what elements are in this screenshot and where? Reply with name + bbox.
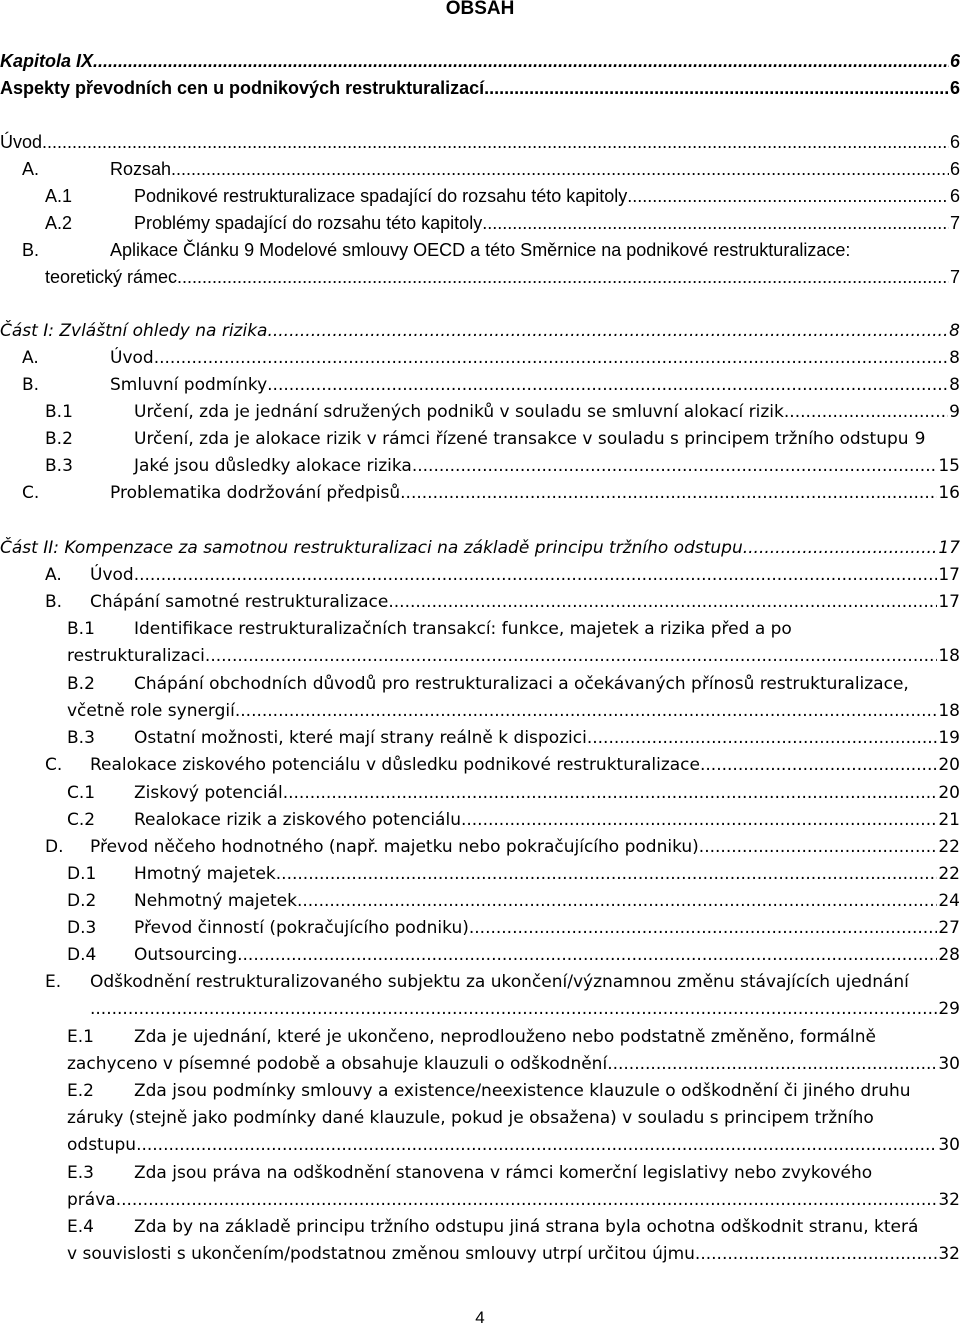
toc-entry-text: včetně role synergií — [67, 701, 235, 721]
dot-leader — [699, 834, 938, 861]
dot-leader — [297, 888, 937, 915]
toc-entry[interactable] — [0, 210, 960, 237]
dot-leader — [283, 780, 938, 807]
toc-entry-number: B.1 — [45, 402, 73, 422]
toc-entry[interactable] — [0, 480, 960, 507]
toc-entry[interactable] — [0, 1160, 960, 1187]
toc-entry-text: Chápání samotné restrukturalizace — [90, 592, 389, 612]
toc-entry-text: Úvod — [90, 565, 134, 585]
toc-entry-page: 32 — [938, 1190, 960, 1210]
toc-entry[interactable] — [0, 643, 960, 670]
dot-leader — [237, 942, 937, 969]
dot-leader — [116, 1187, 938, 1214]
toc-entry-number: C.1 — [67, 783, 96, 803]
toc-entry-text: Aspekty převodních cen u podnikových restrukturalizací — [0, 78, 485, 98]
toc-entry[interactable] — [0, 535, 960, 562]
toc-entry-number: E. — [45, 972, 62, 992]
toc-entry-text: práva — [67, 1190, 116, 1210]
toc-entry-page: 8 — [949, 321, 960, 341]
toc-entry-number: B.3 — [67, 728, 95, 748]
toc-entry-number: E.2 — [67, 1081, 94, 1101]
toc-entry[interactable] — [0, 345, 960, 372]
toc-entry-text: zachyceno v písemné podobě a obsahuje klauzuli o odškodnění — [67, 1054, 608, 1074]
dot-leader — [412, 453, 938, 480]
toc-entry-text: Problémy spadající do rozsahu této kapitoly — [134, 213, 483, 233]
toc-entry-text: Zda by na základě principu tržního odstupu jiná strana byla ochotna odškodnit stranu, která — [134, 1217, 919, 1237]
toc-entry-text: Chápání obchodních důvodů pro restrukturalizaci a očekávaných přínosů restrukturalizace, — [134, 674, 909, 694]
toc-entry[interactable] — [0, 752, 960, 779]
toc-title: OBSAH — [445, 0, 515, 19]
dot-leader — [469, 915, 938, 942]
toc-entry-text: Hmotný majetek — [134, 864, 276, 884]
toc-entry-number: C. — [45, 755, 63, 775]
dot-leader — [276, 861, 938, 888]
toc-entry[interactable] — [0, 616, 960, 643]
dot-leader — [134, 562, 938, 589]
toc-entry-number: B. — [22, 375, 40, 395]
toc-entry-number: D.4 — [67, 945, 97, 965]
toc-entry[interactable] — [0, 453, 960, 480]
toc-entry[interactable] — [0, 671, 960, 698]
toc-entry-text: odstupu — [67, 1135, 137, 1155]
toc-entry-number: E.1 — [67, 1027, 94, 1047]
toc-entry-page: 9 — [949, 402, 960, 422]
toc-entry-number: A.1 — [45, 186, 73, 206]
toc-entry-page: 24 — [938, 891, 960, 911]
toc-entry-page: 20 — [938, 755, 960, 775]
toc-entry[interactable] — [0, 888, 960, 915]
toc-entry[interactable] — [0, 915, 960, 942]
toc-entry-page: 22 — [938, 837, 960, 857]
toc-entry[interactable] — [0, 1132, 960, 1159]
dot-leader — [93, 48, 949, 75]
toc-entry-text: Nehmotný majetek — [134, 891, 297, 911]
dot-leader — [90, 996, 937, 1023]
toc-entry-text: Převod něčeho hodnotného (např. majetku nebo pokračujícího podniku) — [90, 837, 699, 857]
dot-leader — [743, 535, 938, 562]
toc-entry-number: D.3 — [67, 918, 97, 938]
toc-entry[interactable] — [0, 780, 960, 807]
toc-entry-text: Problematika dodržování předpisů — [110, 483, 401, 503]
dot-leader — [700, 752, 937, 779]
toc-entry-number: B.3 — [45, 456, 73, 476]
dot-leader — [267, 372, 948, 399]
toc-entry-page: 6 — [949, 78, 960, 98]
toc-entry-text: záruky (stejně jako podmínky dané klauzule, pokud je obsažena) v souladu s principem tržního — [67, 1108, 874, 1128]
toc-entry[interactable] — [0, 264, 960, 291]
dot-leader — [154, 345, 948, 372]
toc-entry-text: Odškodnění restrukturalizovaného subjektu za ukončení/významnou změnu stávajících ujednání — [90, 972, 909, 992]
toc-entry-page: 30 — [938, 1054, 960, 1074]
toc-entry[interactable] — [0, 562, 960, 589]
toc-entry-number: B.2 — [67, 674, 95, 694]
toc-entry[interactable] — [0, 1241, 960, 1268]
toc-entry-text: Realokace rizik a ziskového potenciálu — [134, 810, 461, 830]
toc-entry-number: D.1 — [67, 864, 97, 884]
toc-entry-page: 15 — [938, 456, 960, 476]
toc-entry-text: Ostatní možnosti, které mají strany reálně k dispozici — [134, 728, 587, 748]
toc-entry-number: A.2 — [45, 213, 73, 233]
toc-entry[interactable] — [0, 1051, 960, 1078]
toc-entry-page: 8 — [949, 375, 960, 395]
toc-entry[interactable] — [0, 75, 960, 102]
toc-entry-number: B. — [22, 240, 40, 260]
toc-entry-text: Realokace ziskového potenciálu v důsledku podnikové restrukturalizace — [90, 755, 700, 775]
toc-entry-page: 32 — [938, 1244, 960, 1264]
toc-entry-page: 17 — [938, 565, 960, 585]
toc-entry-text: Outsourcing — [134, 945, 238, 965]
toc-entry-number: E.4 — [67, 1217, 94, 1237]
toc-entry-text: v souvislosti s ukončením/podstatnou změnou smlouvy utrpí určitou újmu — [67, 1244, 695, 1264]
toc-entry[interactable] — [0, 48, 960, 75]
toc-entry-number: A. — [45, 565, 62, 585]
toc-entry-page: 28 — [938, 945, 960, 965]
dot-leader — [267, 318, 948, 345]
toc-entry-text: teoretický rámec — [45, 267, 178, 287]
dot-leader — [784, 399, 948, 426]
toc-entry[interactable] — [0, 589, 960, 616]
toc-entry[interactable] — [0, 1078, 960, 1105]
dot-leader — [482, 210, 949, 237]
dot-leader — [627, 183, 949, 210]
toc-entry[interactable] — [0, 942, 960, 969]
toc-entry-page: 9 — [914, 429, 926, 449]
toc-entry-text: Zda je ujednání, které je ukončeno, neprodlouženo nebo podstatně změněno, formálně — [134, 1027, 877, 1047]
toc-entry-page: 27 — [938, 918, 960, 938]
toc-entry-page: 6 — [949, 186, 960, 206]
toc-entry-number: C.2 — [67, 810, 96, 830]
toc-entry-number: B. — [45, 592, 63, 612]
dot-leader — [205, 643, 937, 670]
toc-entry-page: 7 — [949, 267, 960, 287]
toc-entry-page: 6 — [949, 132, 960, 152]
page-number: 4 — [475, 1308, 485, 1327]
toc-entry[interactable] — [0, 156, 960, 183]
toc-entry-number: D. — [45, 837, 64, 857]
dot-leader — [461, 807, 937, 834]
toc-entry-page: 29 — [938, 999, 960, 1019]
toc-entry-number: B.1 — [67, 619, 95, 639]
toc-entry-page: 18 — [938, 646, 960, 666]
toc-entry[interactable] — [0, 1214, 960, 1241]
toc-entry-text: Část II: Kompenzace za samotnou restrukturalizaci na základě principu tržního odstupu — [0, 538, 743, 558]
toc-entry[interactable] — [0, 1187, 960, 1214]
dot-leader — [484, 75, 949, 102]
toc-entry[interactable] — [0, 318, 960, 345]
dot-leader — [607, 1051, 937, 1078]
toc-entry-text: Smluvní podmínky — [110, 375, 268, 395]
toc-entry[interactable] — [0, 237, 960, 264]
toc-entry[interactable] — [0, 372, 960, 399]
toc-entry[interactable] — [0, 183, 960, 210]
toc-entry[interactable] — [0, 129, 960, 156]
toc-entry-text: Aplikace Článku 9 Modelové smlouvy OECD a této Směrnice na podnikové restrukturalizace: — [110, 240, 851, 260]
toc-entry-text: Převod činností (pokračujícího podniku) — [134, 918, 469, 938]
dot-leader — [400, 480, 937, 507]
toc-entry-text: Část I: Zvláštní ohledy na rizika — [0, 321, 268, 341]
toc-entry-number: A. — [22, 348, 39, 368]
toc-entry-text: Úvod — [110, 348, 154, 368]
toc-entry-text: Určení, zda je jednání sdružených podniků v souladu se smluvní alokací rizik — [134, 402, 784, 422]
dot-leader — [42, 129, 949, 156]
toc-entry-page: 8 — [949, 348, 960, 368]
toc-entry-text: Zda jsou podmínky smlouvy a existence/neexistence klauzule o odškodnění či jiného druhu — [134, 1081, 911, 1101]
dot-leader — [235, 698, 938, 725]
toc-entry[interactable] — [0, 698, 960, 725]
toc-entry-text: restrukturalizaci — [67, 646, 205, 666]
toc-entry-page: 19 — [938, 728, 960, 748]
toc-entry[interactable] — [0, 861, 960, 888]
toc-entry-number: A. — [22, 159, 40, 179]
toc-entry[interactable] — [0, 426, 960, 453]
dot-leader — [587, 725, 938, 752]
toc-entry-page: 6 — [949, 159, 960, 179]
toc-entry[interactable] — [0, 969, 960, 996]
toc-entry[interactable] — [0, 834, 960, 861]
toc-entry[interactable] — [0, 725, 960, 752]
toc-entry-page: 20 — [938, 783, 960, 803]
toc-entry-text: Úvod — [0, 132, 43, 152]
toc-entry-text: Identifikace restrukturalizačních transakcí: funkce, majetek a rizika před a po — [134, 619, 792, 639]
toc-entry-page: 17 — [938, 592, 960, 612]
toc-entry[interactable] — [0, 399, 960, 426]
toc-entry-text: Určení, zda je alokace rizik v rámci řízené transakce v souladu s principem tržního odstupu — [134, 429, 909, 449]
dot-leader — [136, 1132, 937, 1159]
toc-entry-page: 18 — [938, 701, 960, 721]
toc-entry-page: 7 — [949, 213, 960, 233]
toc-entry-text: Ziskový potenciál — [134, 783, 283, 803]
toc-entry-number: B.2 — [45, 429, 73, 449]
toc-entry-page: 22 — [938, 864, 960, 884]
toc-entry-page: 30 — [938, 1135, 960, 1155]
dot-leader — [695, 1241, 937, 1268]
dot-leader — [388, 589, 937, 616]
toc-entry[interactable] — [0, 807, 960, 834]
toc-entry[interactable] — [0, 1105, 960, 1132]
toc-entry-text: Podnikové restrukturalizace spadající do rozsahu této kapitoly — [134, 186, 628, 206]
toc-entry-number: C. — [22, 483, 40, 503]
toc-entry-text: Zda jsou práva na odškodnění stanovena v rámci komerční legislativy nebo zvykového — [134, 1163, 873, 1183]
dot-leader — [171, 156, 949, 183]
toc-entry-text: Jaké jsou důsledky alokace rizika — [134, 456, 412, 476]
toc-entry-page: 21 — [938, 810, 960, 830]
toc-entry-number: E.3 — [67, 1163, 94, 1183]
toc-entry[interactable] — [0, 996, 960, 1023]
dot-leader — [177, 264, 949, 291]
toc-entry-page: 6 — [949, 51, 960, 71]
toc-entry[interactable] — [0, 1024, 960, 1051]
toc-entry-number: D.2 — [67, 891, 97, 911]
toc-entry-text: Rozsah — [110, 159, 172, 179]
toc-entry-page: 17 — [938, 538, 960, 558]
toc-entry-text: Kapitola IX — [0, 51, 94, 71]
toc-entry-page: 16 — [938, 483, 960, 503]
